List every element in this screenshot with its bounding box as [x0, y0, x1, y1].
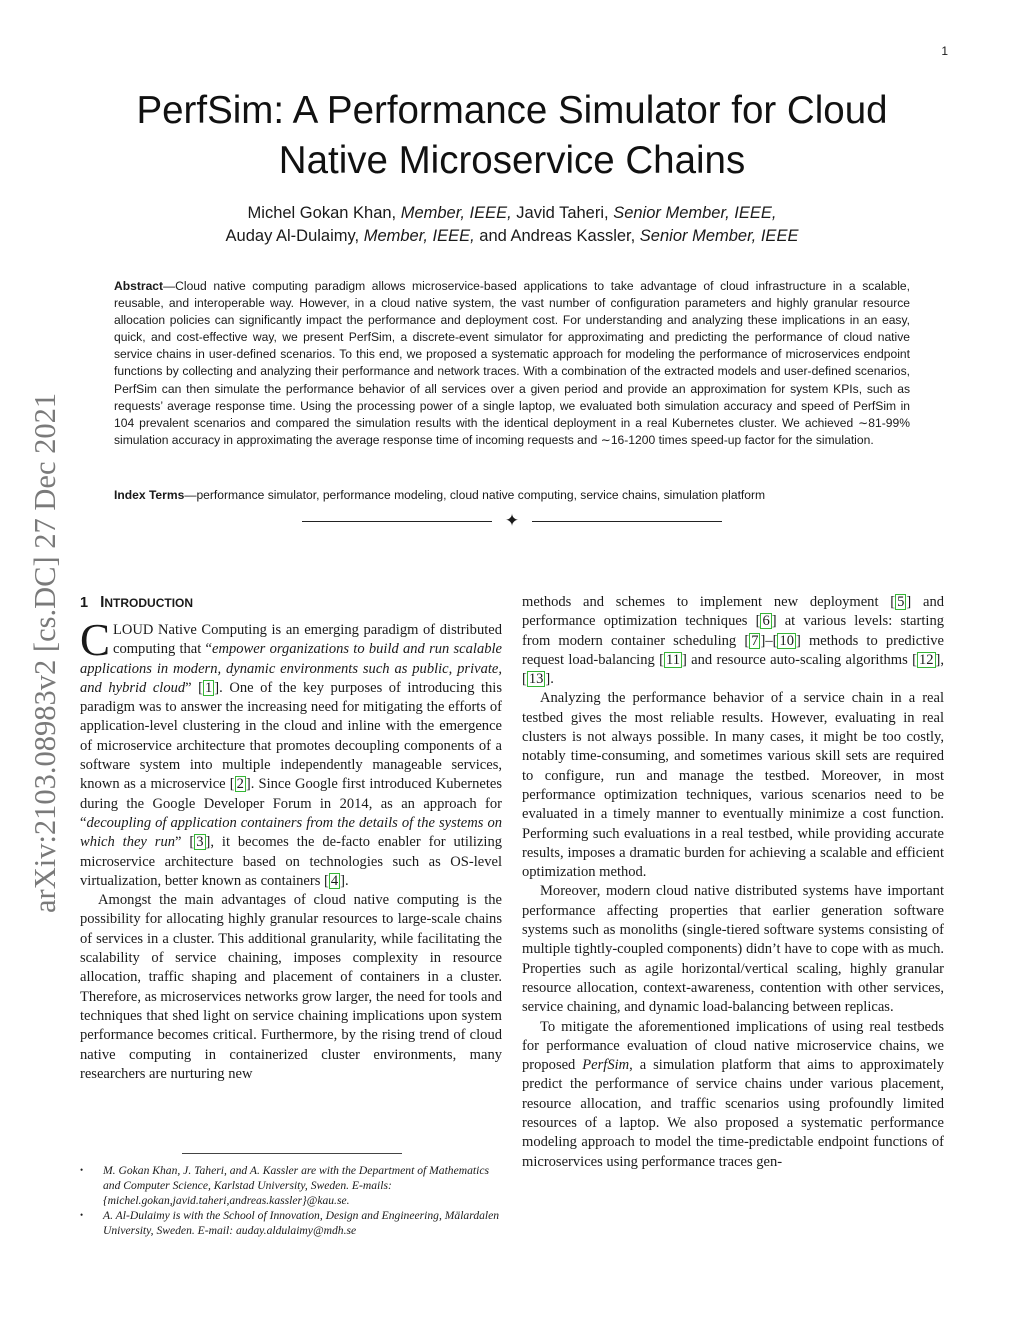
section-number: 1 [80, 595, 89, 611]
paragraph: Moreover, modern cloud native distributed systems have important performance affecting properties that earlier generation software systems such as monoliths (single-tiered software systems consisting of multiple tightly-coupled components) didn’t have to cope with as much. Properties such as agile horizontal/vertical scaling, highly granular resource allocation, context-awareness, contention with other services, service chaining, and dynamic load-balancing between replicas. [522, 883, 944, 1016]
text-run: methods to predictive request load-balancing [522, 632, 944, 668]
footnote-rule [182, 1153, 402, 1154]
left-column [80, 615, 503, 1084]
drop-cap: C [80, 615, 111, 665]
text-run: , it becomes the de-facto enabler for utilizing microservice architecture based on technologies such as OS-level virtualization, better known as containers [80, 834, 502, 889]
text-run: at various levels: starting from modern container scheduling [522, 613, 944, 649]
citation-link[interactable]: 11 [665, 651, 680, 668]
index-terms-text: —performance simulator, performance modeling, cloud native computing, service chains, simulation platform [184, 488, 766, 502]
author-name: Javid Taheri, [511, 204, 614, 222]
index-terms [114, 487, 910, 504]
author-name: Michel Gokan Khan, [247, 204, 401, 222]
divider-rule-right [532, 521, 722, 522]
author-affiliation-role: Member, IEEE, [363, 227, 475, 245]
bullet-icon: • [80, 1165, 84, 1175]
author-name: Auday Al-Dulaimy, [225, 227, 364, 245]
divider-diamond-icon: ✦ [504, 511, 520, 531]
abstract-text: —Cloud native computing paradigm allows microservice-based applications to take advantage of cloud infrastructure in a scalable, reusable, and interoperable way. However, in a cloud native system, the vast number of configuration parameters and highly granular resource allocation policies can significantly impact the performance and deployment cost. For understanding and analyzing these implications in an easy, quick, and cost-effective way, we present PerfSim, a discrete-event simulator for approximating and predicting the performance of cloud native service chains in user-defined scenarios. To this end, we proposed a systematic approach for modeling the performance of microservices endpoint functions by collecting and analyzing their performance and network traces. With a combination of the extracted models and user-defined scenarios, PerfSim can then simulate the performance behavior of all services over a given period and provide an approximation for system KPIs, such as requests’ average response time. Using the processing power of a single laptop, we evaluated both simulation accuracy and speed of PerfSim in 104 prevalent scenarios and compared the simulation results with the identical deployment in a real Kubernetes cluster. We achieved ∼81-99% simulation accuracy in approximating the average response time of incoming requests and ∼16-1200 times speed-up factor for the simulation. [114, 279, 910, 447]
citation-link[interactable]: 6 [762, 613, 770, 630]
paragraph: Analyzing the performance behavior of a service chain in a real testbed gives the most reliable results. However, evaluating in real clusters is not always possible. In many cases, it might be too costly, notably time-consuming, and sometimes various skill sets are required to configure, run and manage the testbed. Moreover, in most performance optimization techniques, various scenarios need to be evaluated in a timely manner to eventually minimize a cost function. Performing such evaluations in a real testbed, while providing accurate results, imposes a dramatic burden for achieving a scalable and efficient optimization method. [522, 690, 944, 881]
abstract [114, 278, 910, 449]
footnote-item [80, 1208, 504, 1238]
paragraph [522, 1018, 944, 1172]
citation-link[interactable]: 3 [196, 834, 204, 851]
author-affiliation-role: Senior Member, IEEE, [613, 204, 777, 222]
text-run: . [345, 872, 349, 889]
divider-rule-left [302, 521, 492, 522]
text-run: To mitigate the aforementioned implications of using real testbeds for performance evaluation of cloud native microservice chains, we proposed [522, 1018, 944, 1074]
arxiv-identifier: arXiv:2103.08983v2 [cs.DC] 27 Dec 2021 [28, 392, 62, 913]
text-run: , a simulation platform that aims to approximately predict the performance of service chains under various placement, resource allocation, and traffic scenarios using profoundly limited resources of a laptop. We also proposed a systematic performance modeling approach to model the time-predictable endpoint functions of microservices using performance traces gen- [522, 1057, 944, 1170]
footnote-item [80, 1163, 504, 1208]
section-heading [80, 594, 380, 612]
paragraph: methods and schemes to implement new deployment [ 5 ] and performance optimization techniques [ 6 ] at various levels: starting from modern container scheduling [ 7 ]–[ 10 ] methods to predictive request load-balancing [ 11 ] and resource auto-scaling algorithms [ 12 ], [ 13 ]. [522, 594, 944, 688]
text-run: , [940, 651, 944, 668]
text-run: . Since Google first introduced Kubernetes during the Google Developer Forum in 2014, as an approach for “ [80, 776, 502, 831]
paragraph: CLOUD Native Computing is an emerging paradigm of distributed computing that “empower organizations to build and run scalable applications in modern, dynamic environments such as public, private, and hybrid cloud” [ 1 ]. One of the key purposes of introducing this paradigm was to answer the increasing need for mitigating the efforts of application-level clustering in the cloud and inline with the emergence of microservice architecture that promotes decoupling components of a software system into multiple independently manageable services, known as a microservice [ 2 ]. Since Google first introduced Kubernetes during the Google Developer Forum in 2014, as an approach for “decoupling of application containers from the details of the systems on which they run” [ 3 ], it becomes the de-facto enabler for utilizing microservice architecture based on technologies such as OS-level virtualization, better known as containers [ 4 ]. [80, 615, 503, 889]
abstract-label: Abstract [114, 279, 164, 293]
index-terms-label: Index Terms [114, 488, 185, 502]
paper-title [100, 86, 924, 186]
citation-link[interactable]: 1 [205, 679, 213, 696]
citation-link[interactable]: 7 [751, 632, 759, 649]
system-name: PerfSim [582, 1057, 630, 1074]
citation-link[interactable]: 13 [528, 671, 544, 688]
citation-link[interactable]: 2 [236, 776, 244, 793]
quoted-definition: decoupling of application containers from the details of the systems on which they run [80, 814, 502, 851]
page-number: 1 [941, 44, 948, 58]
author-list [100, 202, 924, 248]
citation-link[interactable]: 4 [330, 872, 339, 889]
title-line-2: Native Microservice Chains [278, 139, 746, 182]
section-title-rest: NTRODUCTION [104, 596, 194, 610]
text-run: . One of the key purposes of introducing this paradigm was to answer the increasing need for mitigating the efforts of application-level clustering in the cloud and inline with the emergence of microservice architecture that promotes decoupling components of a software system into multiple independently manageable services, known as a microservice [80, 679, 503, 793]
citation-link[interactable]: 12 [918, 651, 934, 668]
text-run: and performance optimization techniques [522, 594, 944, 630]
title-line-1: PerfSim: A Performance Simulator for Cloud [136, 89, 888, 132]
citation-link[interactable]: 5 [897, 594, 905, 610]
author-name: and Andreas Kassler, [474, 227, 640, 245]
author-affiliation-role: Member, IEEE, [400, 204, 512, 222]
footnotes [80, 1163, 504, 1238]
footnote-text: A. Al-Dulaimy is with the School of Innovation, Design and Engineering, Mälardalen University, Sweden. E-mail: auday.aldulaimy@mdh.se [103, 1209, 500, 1237]
text-run: ” [185, 679, 199, 696]
footnote-text: M. Gokan Khan, J. Taheri, and A. Kassler are with the Department of Mathematics and Computer Science, Karlstad University, Sweden. E-mails: {michel.gokan,javid.taheri,andreas.kassler}@kau.se. [103, 1164, 490, 1207]
bullet-icon: • [80, 1210, 84, 1220]
right-column [522, 593, 944, 1172]
citation-link[interactable]: 10 [779, 632, 795, 649]
text-run: LOUD Native Computing is an emerging paradigm of distributed computing that “ [113, 622, 502, 658]
paragraph: Amongst the main advantages of cloud native computing is the possibility for allocating highly granular resources to large-scale chains of services in a cluster. This additional granularity, while facilitating the scalability of service chaining, imposes complexity in resource allocation, traffic shaping and placement of containers in a cluster. Therefore, as microservices networks grow larger, the need for tools and techniques that shed light on service chaining implications upon system performance becomes critical. Furthermore, by the rising trend of cloud native computing in containerized cluster environments, many researchers are nurturing new [80, 892, 502, 1082]
text-run: and resource auto-scaling algorithms [686, 651, 913, 668]
text-run: . [550, 671, 554, 688]
text-run: – [765, 632, 773, 649]
author-affiliation-role: Senior Member, IEEE [639, 227, 799, 245]
text-run: ” [175, 834, 190, 851]
quoted-definition: empower organizations to build and run scalable applications in modern, dynamic environments such as public, private, and hybrid cloud [80, 641, 503, 696]
section-title-initial: I [100, 594, 105, 611]
text-run: methods and schemes to implement new deployment [522, 594, 891, 610]
